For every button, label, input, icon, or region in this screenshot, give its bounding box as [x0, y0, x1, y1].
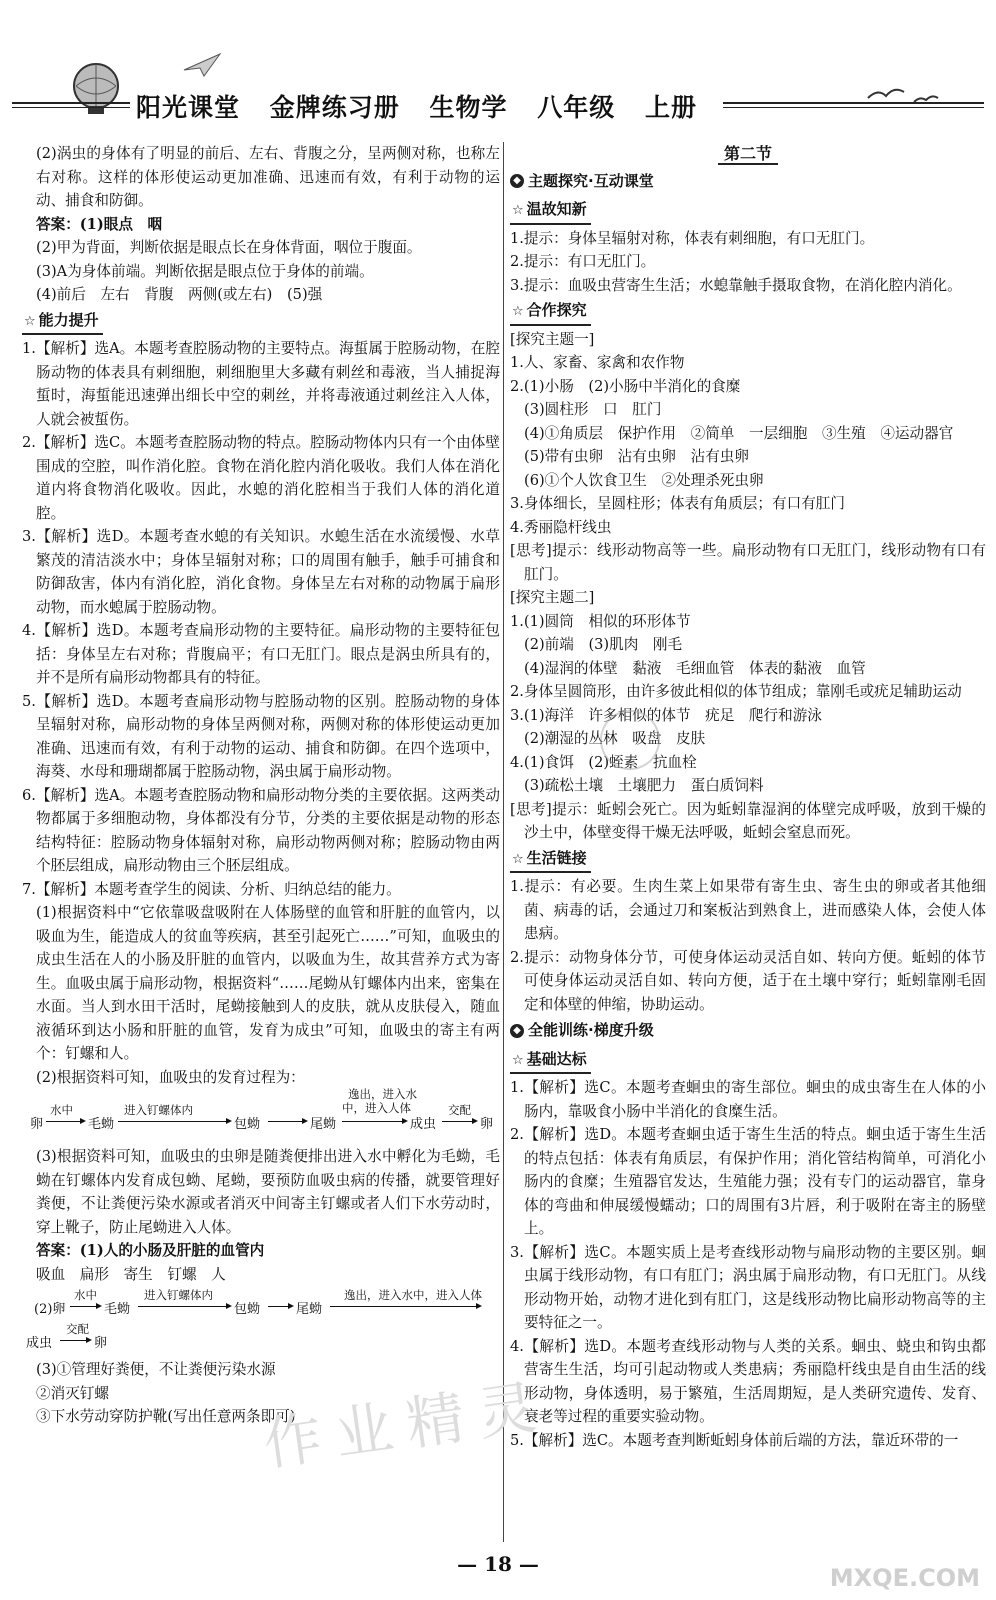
column-divider: [503, 142, 504, 1542]
question-item: 3.【解析】选C。本题实质上是考查线形动物与扁形动物的主要区别。蛔虫属于线形动物，有口有肛门；涡虫属于扁形动物，有口无肛门。从线形动物开始，动物才进化到有肛门，这是线形动物比扁形动物高等的主要特征之一。: [510, 1243, 986, 1331]
question-item: 6.【解析】选A。本题考查腔肠动物和扁形动物分类的主要依据。这两类动物都属于多细胞动物，身体都没有分节，分类的主要依据是动物的形态结构特征：腔肠动物身体辐射对称，扁形动物两侧对称；腔肠动物由两个胚层组成，扁形动物由三个胚层组成。: [22, 786, 500, 874]
answer-line: 2.提示：动物身体分节，可使身体运动灵活自如、转向方便。蚯蚓的体节可使身体运动灵活自如、转向方便，适于在土壤中穿行；蚯蚓靠刚毛固定和体壁的伸缩，协助运动。: [510, 948, 986, 1013]
right-column: [510, 142, 986, 1452]
answer-line: 4.秀丽隐杆线虫: [510, 518, 612, 536]
section-life: ☆ 生活链接: [510, 847, 591, 874]
answer-line: (5)带有虫卵 沾有虫卵 沾有虫卵: [524, 448, 749, 465]
answer-line: ③下水劳动穿防护靴(写出任意两条即可): [36, 1408, 296, 1425]
flow-node: 成虫: [410, 1117, 437, 1132]
answer-line: (3)①管理好粪便，不让粪便污染水源: [36, 1361, 276, 1378]
flow-label: 进入钉螺体内: [144, 1288, 213, 1302]
flow-node: 毛蚴: [104, 1302, 131, 1317]
bullet-circle-icon: ◆: [510, 174, 524, 188]
life-cycle-diagram-1: [22, 1089, 500, 1145]
flow-node: 卵: [30, 1117, 44, 1132]
brand-name: 阳光课堂: [136, 93, 241, 122]
answer-line: 2.身体呈圆筒形，由许多彼此相似的体节组成；靠刚毛或疣足辅助运动: [510, 683, 962, 700]
flow-node: 成虫: [26, 1336, 53, 1351]
flow-arrow: [268, 1306, 292, 1307]
birds-icon: [864, 80, 944, 110]
grade: 八年级: [537, 93, 616, 122]
watermark: 作业精灵: [259, 1371, 555, 1479]
answer-line: 1.提示：有必要。生肉生菜上如果带有寄生虫、寄生虫的卵或者其他细菌、病毒的话，会通过刀和案板沾到熟食上，进而感染人体，会使人体患病。: [510, 878, 986, 942]
think-note: [思考]提示：蚯蚓会死亡。因为蚯蚓靠湿润的体壁完成呼吸，放到干燥的沙土中，体壁变得干燥无法呼吸，蚯蚓会窒息而死。: [510, 800, 986, 841]
flow-arrow: [118, 1121, 230, 1122]
flow-node: 尾蚴: [296, 1302, 323, 1317]
question-item: 4.【解析】选D。本题考查线形动物与人类的关系。蛔虫、蛲虫和钩虫都营寄生生活，均可引起动物或人类患病；秀丽隐杆线虫是自由生活的线形动物，身体透明，易于繁殖，生活周期短，是人类研究遗传、发育、衰老等过程的重要实验动物。: [510, 1337, 986, 1425]
flow-label: 交配: [66, 1322, 89, 1336]
answer-line: (2)前端 (3)肌肉 刚毛: [524, 636, 683, 653]
topic-label: [探究主题一]: [510, 330, 595, 348]
flow-node: 毛蚴: [88, 1117, 115, 1132]
answer-line: (3)疏松土壤 土壤肥力 蛋白质饲料: [524, 777, 764, 794]
part-heading: ◆ 全能训练·梯度升级: [510, 1019, 986, 1043]
answer-line: (4)前后 左右 背腹 两侧(或左右) (5)强: [36, 286, 323, 303]
paragraph: (2)根据资料可知，血吸虫的发育过程为：: [36, 1068, 305, 1086]
flow-arrow: [342, 1121, 406, 1122]
paper-plane-icon: [182, 50, 222, 80]
section-review: ☆ 温故知新: [510, 198, 591, 225]
part-heading: ◆ 主题探究·互动课堂: [510, 170, 986, 194]
answer-line: (4)湿润的体壁 黏液 毛细血管 体表的黏液 血管: [524, 659, 866, 677]
page-header: [12, 50, 984, 130]
answer-line: 1.(1)圆筒 相似的环形体节: [510, 612, 691, 630]
answer-line: 答案：(1)眼点 咽: [36, 215, 163, 233]
flow-node: 尾蚴: [310, 1117, 337, 1132]
flow-label: 进入钉螺体内: [124, 1103, 193, 1117]
think-note: [思考]提示：线形动物高等一些。扁形动物有口无肛门，线形动物有口有肛门。: [510, 542, 986, 583]
topic-label: [探究主题二]: [510, 589, 595, 606]
flow-node: 卵: [94, 1336, 108, 1351]
question-item: 4.【解析】选D。本题考查扁形动物的主要特征。扁形动物的主要特征包括：身体呈左右对称；背腹扁平；有口无肛门。眼点是涡虫所具有的，并不是所有扁形动物都具有的特征。: [22, 622, 500, 686]
flow-label: 逸出，进入水: [348, 1087, 417, 1101]
flow-label: 水中: [74, 1288, 97, 1302]
page-number: — 18 —: [457, 1552, 539, 1576]
star-icon: ☆: [512, 1052, 524, 1068]
paragraph: (3)根据资料可知，血吸虫的虫卵是随粪便排出进入水中孵化为毛蚴，毛蚴在钉螺体内发育成包蚴、尾蚴，要预防血吸虫病的传播，就要管理好粪便，不让粪便污染水源或者消灭中间寄主钉螺或者人们下水劳动时，穿上靴子，防止尾蚴进入人体。: [36, 1148, 500, 1236]
star-icon: ☆: [24, 313, 36, 329]
flow-arrow: [138, 1306, 230, 1307]
flow-label: 水中: [50, 1103, 73, 1117]
flow-arrow: [330, 1306, 480, 1307]
question-item: 3.【解析】选D。本题考查水螅的有关知识。水螅生活在水流缓慢、水草繁茂的清洁淡水中；身体呈辐射对称；口的周围有触手，触手可捕食和防御敌害，体内有消化腔，消化食物。身体呈左右对称的动物属于扁形动物，而水螅属于腔肠动物。: [22, 528, 500, 616]
flow-arrow: [70, 1306, 100, 1307]
section-ability: ☆ 能力提升: [22, 309, 103, 336]
answer-line: 1.提示：身体呈辐射对称，体表有刺细胞，有口无肛门。: [510, 229, 875, 247]
flow-arrow: [46, 1121, 84, 1122]
answer-line: 吸血 扁形 寄生 钉螺 人: [36, 1265, 226, 1283]
answer-line: 4.(1)食饵 (2)蛭素 抗血栓: [510, 753, 697, 771]
flow-node: (2)卵: [34, 1302, 66, 1317]
star-icon: ☆: [512, 851, 524, 867]
section-heading: [510, 142, 986, 167]
answer-line: 3.(1)海洋 许多相似的体节 疣足 爬行和游泳: [510, 706, 822, 724]
answer-line: (4)①角质层 保护作用 ②简单 一层细胞 ③生殖 ④运动器官: [524, 424, 954, 442]
question-item: 1.【解析】选C。本题考查蛔虫的寄生部位。蛔虫的成虫寄生在人体的小肠内，靠吸食小肠中半消化的食糜生活。: [510, 1079, 986, 1120]
answer-line: 2.(1)小肠 (2)小肠中半消化的食糜: [510, 377, 741, 395]
flow-label: 中，进入人体: [342, 1101, 411, 1115]
flow-node: 包蚴: [234, 1117, 261, 1132]
star-icon: ☆: [512, 304, 524, 319]
left-column: [22, 142, 500, 1429]
flow-label: 交配: [448, 1103, 471, 1117]
flow-node: 包蚴: [234, 1302, 261, 1317]
section-title: 第二节: [718, 144, 778, 165]
paragraph: (2)涡虫的身体有了明显的前后、左右、背腹之分，呈两侧对称，也称左右对称。这样的体形使运动更加准确、迅速而有效，有利于动物的运动、捕食和防御。: [36, 145, 500, 209]
bullet-circle-icon: ◆: [510, 1024, 524, 1038]
header-title: [130, 88, 723, 124]
answer-line: 1.人、家畜、家禽和农作物: [510, 354, 685, 371]
question-item: 2.【解析】选D。本题考查蛔虫适于寄生生活的特点。蛔虫适于寄生生活的特点包括：体表有角质层，有保护作用；消化管结构简单，可消化小肠内的食糜；生殖器官发达，生殖能力强；没有专门的运动器官，靠身体的弯曲和伸展缓慢蠕动；口的周围有3片唇，利于吸附在寄主的肠壁上。: [510, 1126, 986, 1237]
answer-line: (2)潮湿的丛林 吸盘 皮肤: [524, 730, 706, 747]
flow-node: 卵: [480, 1117, 494, 1132]
answer-line: (3)圆柱形 口 肛门: [524, 401, 662, 418]
question-item: 2.【解析】选C。本题考查腔肠动物的特点。腔肠动物体内只有一个由体壁围成的空腔，叫作消化腔。食物在消化腔内消化吸收。我们人体在消化道内将食物消化吸收。因此，水螅的消化腔相当于我们人体的消化道腔。: [22, 434, 500, 522]
volume: 上册: [644, 93, 697, 122]
section-basic: ☆ 基础达标: [510, 1048, 591, 1075]
question-item: 1.【解析】选A。本题考查腔肠动物的主要特点。海蜇属于腔肠动物，在腔肠动物的体表具有刺细胞，刺细胞里大多藏有刺丝和毒液，当人捕捉海蜇时，海蜇能迅速弹出细长中空的刺丝，并将毒液通过刺丝注入人体，人就会被蜇伤。: [22, 340, 500, 428]
flow-arrow: [442, 1121, 476, 1122]
answer-line: 3.身体细长，呈圆柱形；体表有角质层；有口有肛门: [510, 495, 845, 512]
paragraph: (1)根据资料中“它依靠吸盘吸附在人体肠壁的血管和肝脏的血管内，以吸血为生，能造成人的贫血等疾病，甚至引起死亡……”可知，血吸虫的成虫生活在人的小肠及肝脏的血管内，以吸血为生，故其营养方式为寄生。血吸虫属于扁形动物，根据资料“……尾蚴从钉螺体内出来，密集在水面。当人到水田干活时，尾蚴接触到人的皮肤，就从皮肤侵入，随血液循环到达小肠和肝脏的血管，发育为成虫”可知，血吸虫的寄主有两个：钉螺和人。: [36, 904, 500, 1062]
book-name: 金牌练习册: [269, 93, 400, 122]
section-cooperate: ☆ 合作探究: [510, 299, 591, 326]
flow-arrow: [60, 1340, 90, 1341]
star-icon: ☆: [512, 203, 524, 218]
answer-line: 3.提示：血吸虫营寄生生活；水螅靠触手摄取食物，在消化腔内消化。: [510, 276, 962, 294]
answer-line: 2.提示：有口无肛门。: [510, 253, 656, 270]
flow-arrow: [268, 1121, 306, 1122]
answer-line: ②消灭钉螺: [36, 1384, 109, 1402]
question-item: 7.【解析】本题考查学生的阅读、分析、归纳总结的能力。: [22, 880, 401, 898]
subject: 生物学: [429, 93, 508, 122]
question-item: 5.【解析】选C。本题考查判断蚯蚓身体前后端的方法，靠近环带的一: [510, 1431, 959, 1449]
answer-line: (2)甲为背面，判断依据是眼点长在身体背面，咽位于腹面。: [36, 239, 422, 256]
answer-line: (3)A为身体前端。判断依据是眼点位于身体的前端。: [36, 262, 374, 280]
question-item: 5.【解析】选D。本题考查扁形动物与腔肠动物的区别。腔肠动物的身体呈辐射对称，扁形动物的身体呈两侧对称，两侧对称的体形使运动更加准确、迅速而有效，有利于动物的运动、捕食和防御。在四个选项中，海葵、水母和珊瑚都属于腔肠动物，涡虫属于扁形动物。: [22, 692, 500, 780]
flow-label: 逸出，进入水中，进入人体: [344, 1288, 482, 1302]
answer-line: 答案：(1)人的小肠及肝脏的血管内: [36, 1242, 265, 1259]
site-logo: MXQE.COM: [829, 1564, 980, 1592]
answer-line: (6)①个人饮食卫生 ②处理杀死虫卵: [524, 471, 764, 489]
life-cycle-diagram-2: [22, 1286, 500, 1358]
